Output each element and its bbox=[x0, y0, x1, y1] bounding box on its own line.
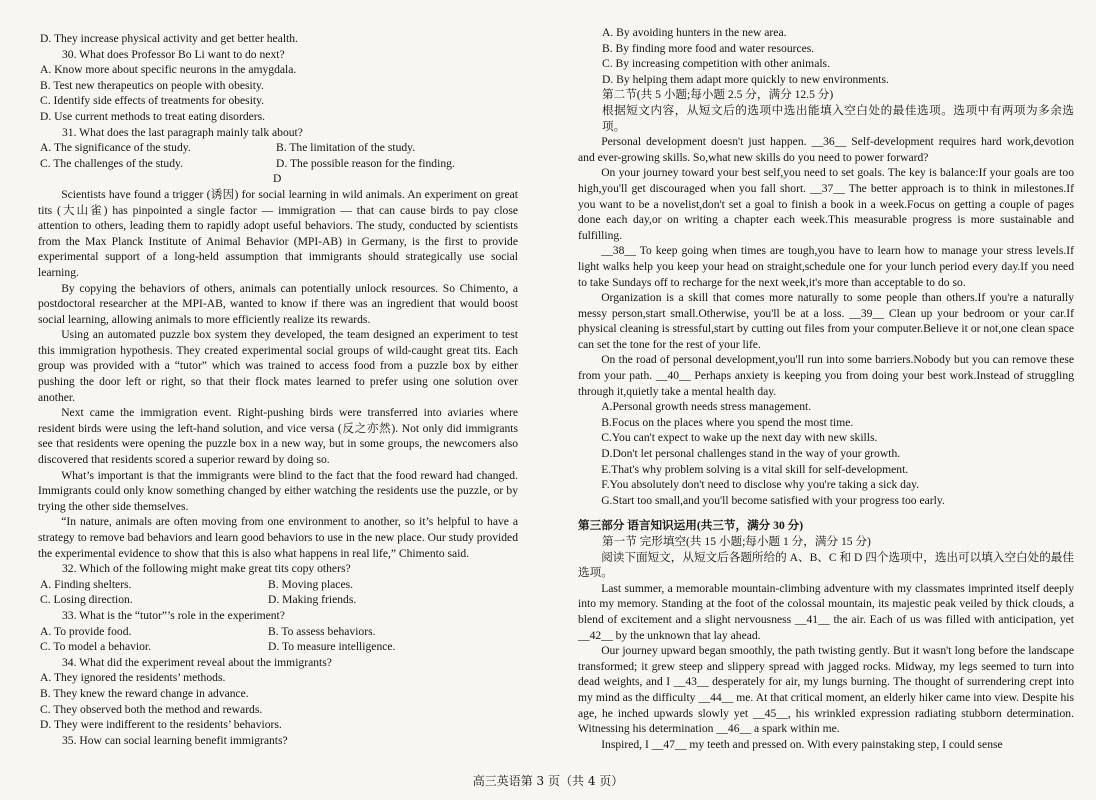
q31-option-c: C. The challenges of the study. bbox=[40, 156, 183, 170]
passage-paragraph: Organization is a skill that comes more naturally to some people than others.If you're a naturally messy person,start small.Otherwise, you'll be at a loss. __39__ Clean up your bedroom or your car.If physical cleaning is stressful,start by cutting out files from your computer.Believe it or not,one clean space can set the tone for the rest of your life. bbox=[578, 291, 1074, 351]
passage-paragraph: Next came the immigration event. Right-pushing birds were transferred into aviaries where resident birds were using the left-hand solution, and vice versa (反之亦然). Not only did immigrants see that residents were opening the puzzle box in a new way, but in some groups, the newcomers also discovered that residents scored a superior reward by doing so. bbox=[38, 406, 518, 467]
option-line: A. Know more about specific neurons in the amygdala. bbox=[40, 63, 297, 77]
q35-option: C. By increasing competition with other animals. bbox=[602, 57, 830, 71]
passage-paragraph: Personal development doesn't just happen. __36__ Self-development requires hard work,devotion and ever-growing skills. So,what new skills do you need to power forward? bbox=[578, 135, 1074, 164]
choice-option: A.Personal growth needs stress management. bbox=[601, 400, 812, 414]
q33-options-row1 bbox=[38, 624, 518, 640]
q32-options-row1 bbox=[38, 577, 518, 593]
q35-option: A. By avoiding hunters in the new area. bbox=[602, 26, 787, 39]
section2-instructions: 根据短文内容，从短文后的选项中选出能填入空白处的最佳选项。选项中有两项为多余选项。 bbox=[602, 103, 1074, 133]
q35-option: B. By finding more food and water resources. bbox=[602, 41, 815, 55]
part3-title: 第三部分 语言知识运用(共三节，满分 30 分) bbox=[578, 519, 804, 533]
question-32: 32. Which of the following might make great tits copy others? bbox=[62, 562, 351, 576]
option-line: B. Test new therapeutics on people with obesity. bbox=[40, 78, 264, 92]
q33-options-row2 bbox=[38, 639, 518, 655]
passage-paragraph: On your journey toward your best self,you need to set goals. The key is balance:If your goals are too high,you'll get discouraged when you fall short. __37__ The better approach is to think in milestones.If you want to be a novelist,don't set a goal to finish a book in a week.Focus on getting a couple of pages done each day,or on writing a chapter each week.This measurable progress is more sustainable and fulfilling. bbox=[578, 166, 1074, 242]
passage-paragraph: Using an automated puzzle box system they developed, the team designed an experiment to test this immigration hypothesis. They created experimental social groups of wild-caught great tits. Each group was provided with a “tutor” which was trained to access food from a puzzle box by either pushing the door left or right, so that their flock mates learned to prefer using one solution over another. bbox=[38, 328, 518, 404]
choice-option: C.You can't expect to wake up the next day with new skills. bbox=[601, 431, 878, 445]
q31-options-row1 bbox=[38, 140, 518, 156]
right-column bbox=[578, 0, 1074, 752]
q32-option-a: A. Finding shelters. bbox=[40, 577, 132, 591]
q33-option-b: B. To assess behaviors. bbox=[268, 624, 376, 638]
part3-section1-title: 第一节 完形填空(共 15 小题;每小题 1 分，满分 15 分) bbox=[602, 535, 871, 548]
q31-option-d: D. The possible reason for the finding. bbox=[276, 156, 455, 170]
page-footer: 高三英语第 3 页（共 4 页） bbox=[472, 774, 624, 788]
choice-option: E.That's why problem solving is a vital skill for self-development. bbox=[601, 462, 909, 476]
cloze-paragraph: Inspired, I __47__ my teeth and pressed on. With every painstaking step, I could sense bbox=[601, 737, 1003, 751]
option-line: D. They increase physical activity and get better health. bbox=[40, 32, 298, 45]
part3-instructions: 阅读下面短文，从短文后各题所给的 A、B、C 和 D 四个选项中，选出可以填入空白处的最佳选项。 bbox=[578, 550, 1074, 580]
q32-option-c: C. Losing direction. bbox=[40, 593, 133, 607]
left-column bbox=[38, 0, 518, 748]
q31-option-b: B. The limitation of the study. bbox=[276, 141, 416, 155]
q33-option-d: D. To measure intelligence. bbox=[268, 640, 396, 654]
q34-option: A. They ignored the residents’ methods. bbox=[40, 671, 226, 685]
passage-paragraph: By copying the behaviors of others, animals can potentially unlock resources. So Chimento, a postdoctoral researcher at the MPI-AB, wanted to know if there was an ingredient that would boost social learning, allowing animals to more efficiently realize its rewards. bbox=[38, 281, 518, 326]
choice-option: B.Focus on the places where you spend the most time. bbox=[601, 415, 854, 429]
q35-option: D. By helping them adapt more quickly to new environments. bbox=[602, 72, 889, 86]
q33-option-c: C. To model a behavior. bbox=[40, 640, 152, 654]
option-line: D. Use current methods to treat eating disorders. bbox=[40, 109, 266, 123]
passage-paragraph: On the road of personal development,you'll run into some barriers.Nobody but you can remove these from your path. __40__ Perhaps anxiety is keeping you from doing your best work.Instead of struggling through it,quietly take a mental health day. bbox=[578, 353, 1074, 398]
q31-option-a: A. The significance of the study. bbox=[40, 141, 191, 155]
choice-option: F.You absolutely don't need to disclose why you're taking a sick day. bbox=[601, 478, 920, 492]
question-31: 31. What does the last paragraph mainly talk about? bbox=[62, 125, 303, 139]
question-34: 34. What did the experiment reveal about the immigrants? bbox=[62, 655, 332, 669]
q34-option: C. They observed both the method and rewards. bbox=[40, 702, 263, 716]
q32-option-d: D. Making friends. bbox=[268, 593, 357, 607]
q33-option-a: A. To provide food. bbox=[40, 624, 132, 638]
choice-option: D.Don't let personal challenges stand in the way of your growth. bbox=[601, 447, 901, 461]
q32-options-row2 bbox=[38, 592, 518, 608]
q31-options-row2 bbox=[38, 156, 518, 172]
cloze-paragraph: Last summer, a memorable mountain-climbing adventure with my classmates imprinted itself deeply into my memory. Standing at the foot of the colossal mountain, its majestic peak veiled by thick clouds, a blend of excitement and a slight nervousness __41__ the air. Each of us was filled with anticipation, yet __42__ by the unknown that lay ahead. bbox=[578, 581, 1074, 642]
choice-option: G.Start too small,and you'll become satisfied with your progress too early. bbox=[601, 493, 945, 507]
question-33: 33. What is the “tutor”’s role in the experiment? bbox=[62, 608, 285, 622]
q32-option-b: B. Moving places. bbox=[268, 577, 354, 591]
section2-title: 第二节(共 5 小题;每小题 2.5 分，满分 12.5 分) bbox=[602, 88, 834, 102]
question-35: 35. How can social learning benefit immigrants? bbox=[62, 733, 288, 747]
passage-paragraph: __38__ To keep going when times are tough,you have to learn how to manage your stress levels.If light walks help you keep your head on straight,schedule one for your lunch period every day.If you need to take Sundays off to recharge for the next week,it's more than acceptable to do so. bbox=[578, 244, 1074, 289]
question-30: 30. What does Professor Bo Li want to do next? bbox=[62, 47, 285, 61]
passage-paragraph: What’s important is that the immigrants were blind to the fact that the food reward had changed. Immigrants could only know something changed by either watching the residents use the puzzle, or by trying the other side themselves. bbox=[38, 468, 518, 513]
cloze-paragraph: Our journey upward began smoothly, the path twisting gently. But it wasn't long before the landscape transformed; it grew steep and slippery spread with jagged rocks. Midway, my legs seemed to turn into dead weights, and I __43__ desperately for air, my lungs burning. The thought of surrendering crept into my mind as the difficulty __44__ me. At that critical moment, an elderly hiker came into view. Despite his age, he inched upwards slowly yet __45__, his wrinkled expression radiating stubborn determination. Witnessing his determination __46__ a spark within me. bbox=[578, 644, 1074, 736]
q34-option: D. They were indifferent to the residents’ behaviors. bbox=[40, 718, 282, 732]
section-letter: D bbox=[273, 172, 282, 186]
q34-option: B. They knew the reward change in advance. bbox=[40, 686, 249, 700]
passage-paragraph: Scientists have found a trigger (诱因) for social learning in wild animals. An experiment on great tits (大山雀) has pinpointed a single factor — immigration — that can cause birds to pay close attention to others, leading them to rapidly adopt useful behaviors. The study, conducted by scientists from the Max Planck Institute of Animal Behavior (MPI-AB) in Germany, is the first to provide experimental support of a long-held assumption that immigrants should strategically use social learning. bbox=[38, 187, 518, 279]
option-line: C. Identify side effects of treatments for obesity. bbox=[40, 94, 265, 108]
passage-paragraph: “In nature, animals are often moving from one environment to another, so it’s helpful to have a strategy to remove bad behaviors and learn good behaviors to use in the new place. Our study provided the experimental evidence to show that this is also what happens in real life,” Chimento said. bbox=[38, 515, 518, 560]
